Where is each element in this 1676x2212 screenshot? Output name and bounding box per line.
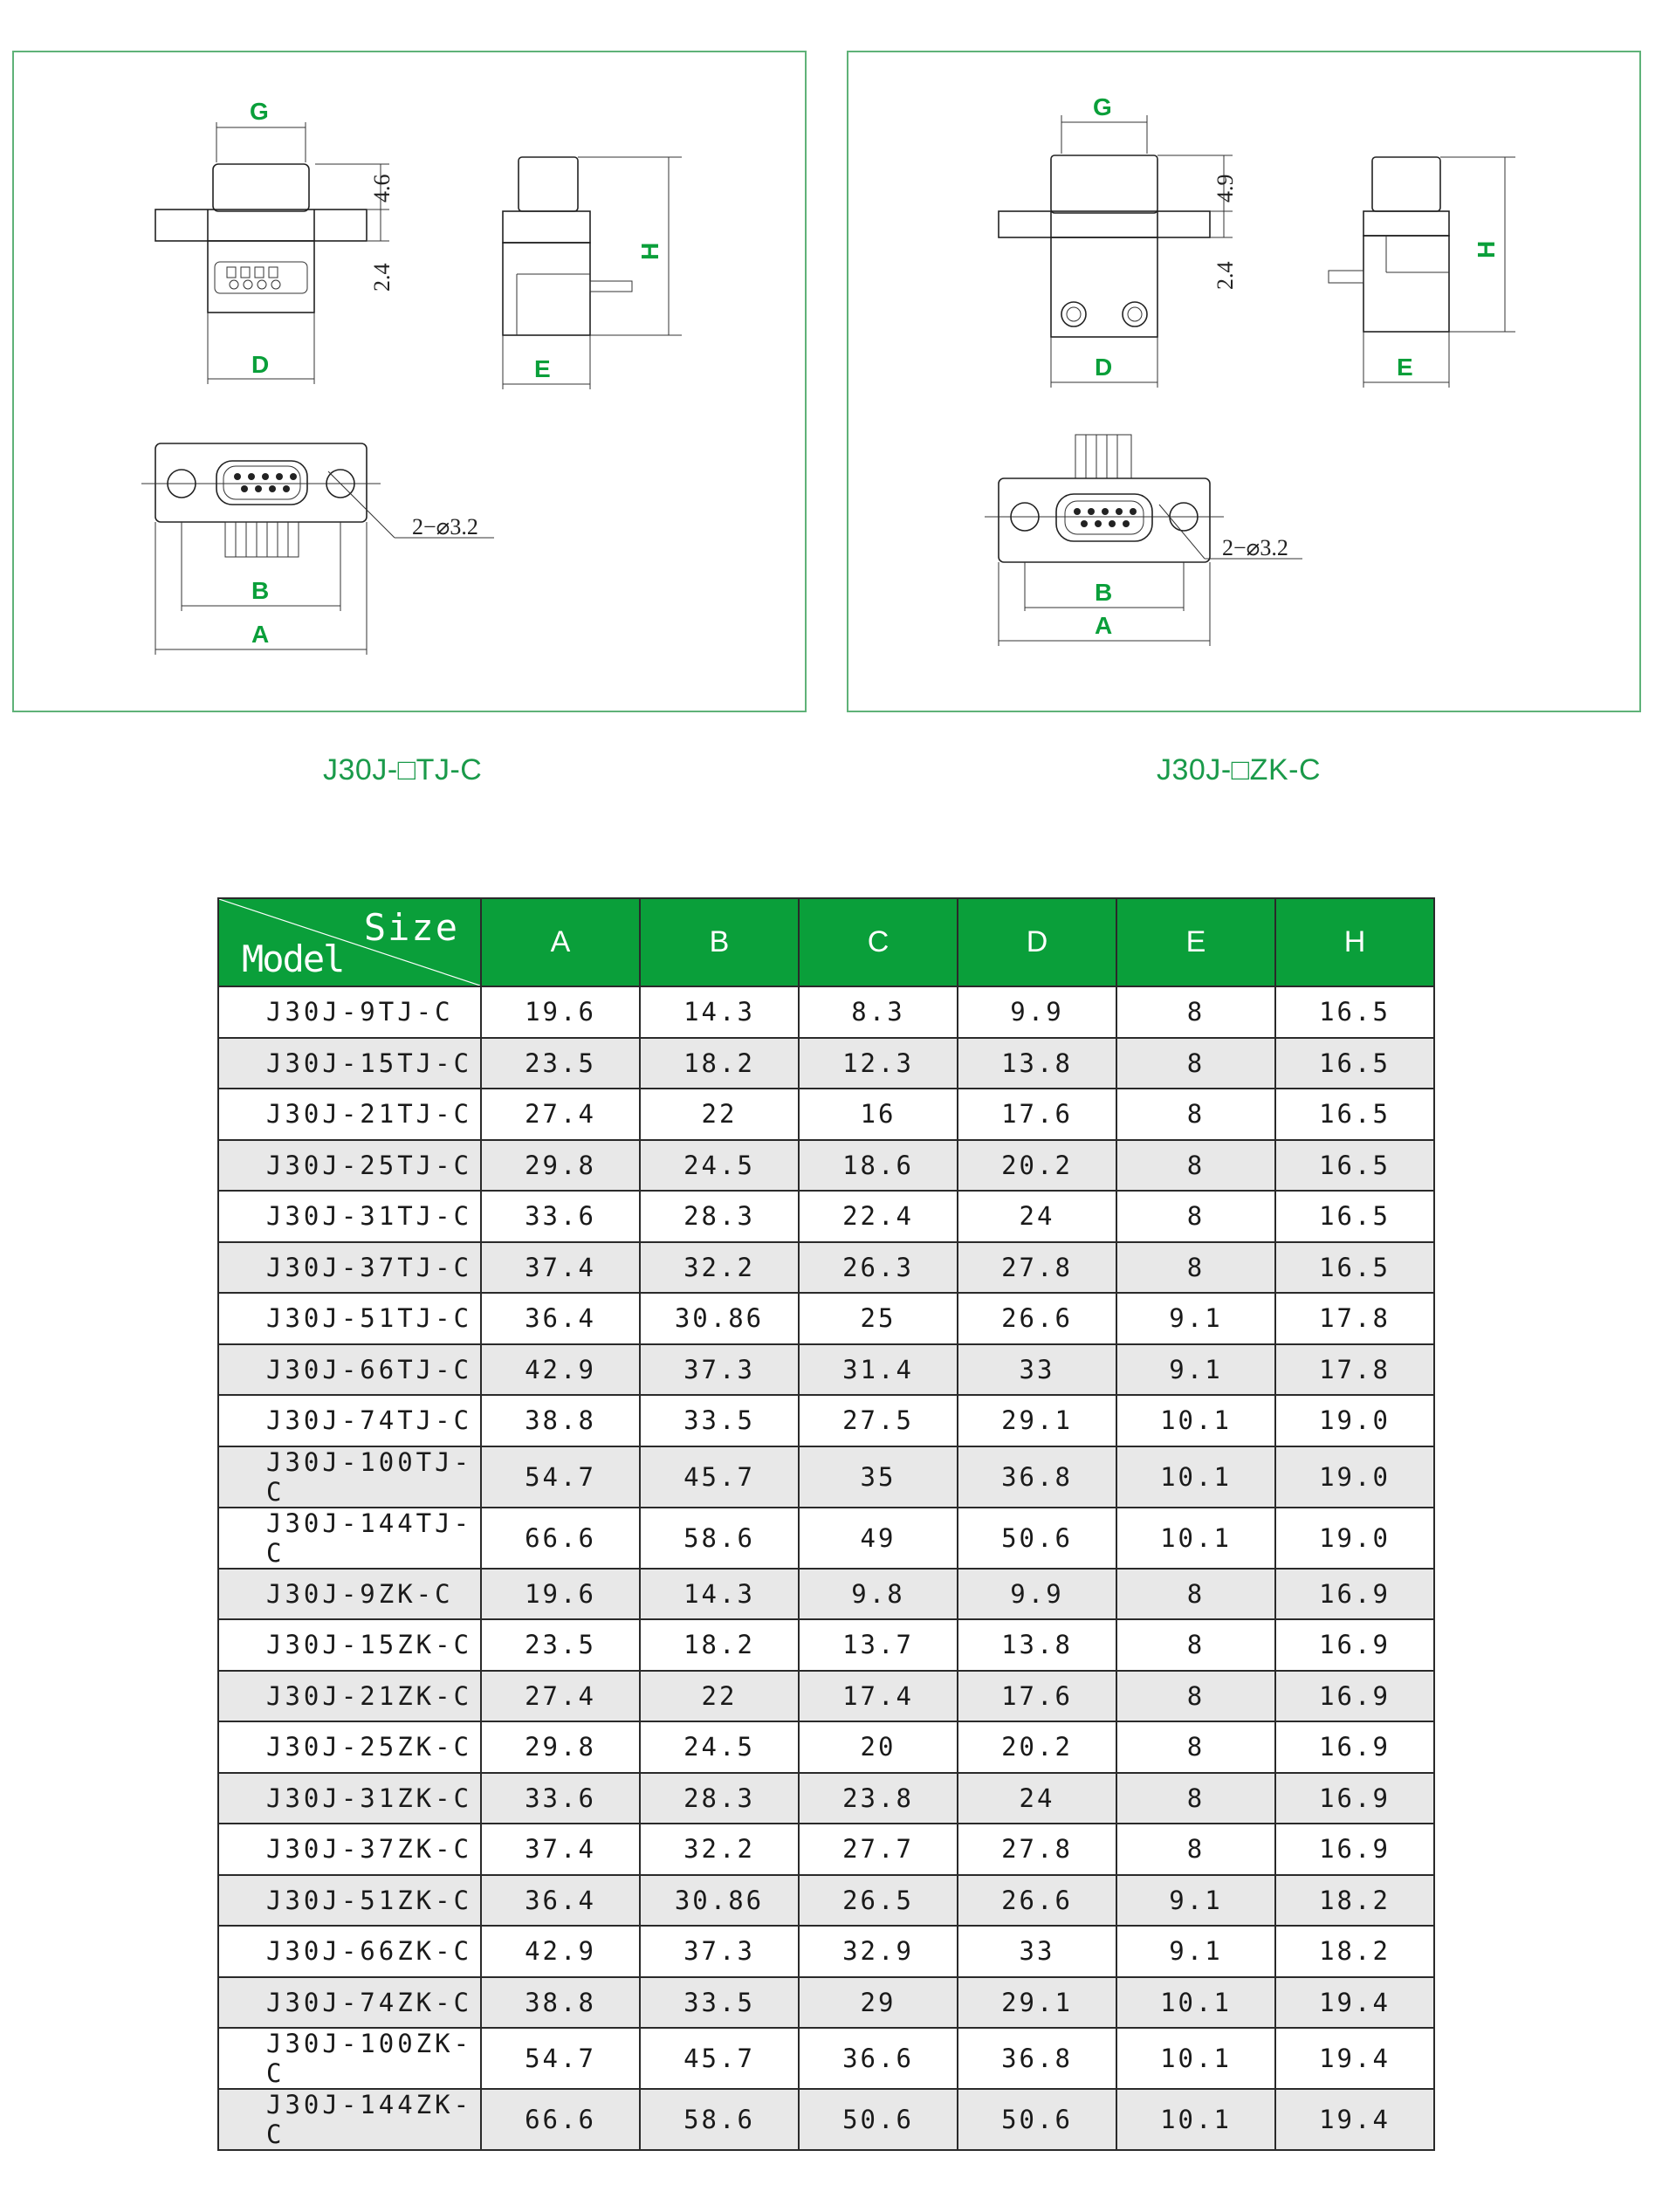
cell-c: 16 — [799, 1089, 958, 1140]
caption-tj: J30J-□TJ-C — [323, 753, 483, 787]
tj-dim-flange: 2.4 — [369, 263, 395, 292]
table-row — [218, 1395, 1434, 1446]
table-row — [218, 1140, 1434, 1192]
table-row — [218, 1926, 1434, 1977]
cell-c: 23.8 — [799, 1773, 958, 1824]
cell-a: 37.4 — [481, 1824, 640, 1875]
column-header-e: E — [1116, 898, 1275, 986]
table-row — [218, 1446, 1434, 1508]
cell-model: J30J-15ZK-C — [218, 1619, 481, 1671]
table-row — [218, 2089, 1434, 2150]
table-row — [218, 1721, 1434, 1773]
cell-d: 29.1 — [958, 1395, 1116, 1446]
cell-b: 32.2 — [640, 1824, 799, 1875]
cell-d: 36.8 — [958, 2028, 1116, 2089]
table-row — [218, 1344, 1434, 1396]
cell-model: J30J-15TJ-C — [218, 1038, 481, 1089]
zk-dim-flange: 2.4 — [1212, 261, 1238, 290]
cell-d: 33 — [958, 1344, 1116, 1396]
cell-h: 16.5 — [1275, 1038, 1434, 1089]
table-row — [218, 2028, 1434, 2089]
cell-a: 27.4 — [481, 1089, 640, 1140]
cell-d: 24 — [958, 1773, 1116, 1824]
cell-d: 36.8 — [958, 1446, 1116, 1508]
cell-model: J30J-100TJ-C — [218, 1446, 481, 1508]
zk-front-view — [999, 93, 1238, 388]
tj-label-h: H — [636, 242, 663, 260]
cell-c: 25 — [799, 1293, 958, 1344]
cell-h: 16.5 — [1275, 1089, 1434, 1140]
tj-label-a: A — [251, 621, 270, 648]
cell-model: J30J-51TJ-C — [218, 1293, 481, 1344]
cell-h: 18.2 — [1275, 1875, 1434, 1927]
cell-c: 26.5 — [799, 1875, 958, 1927]
cell-b: 24.5 — [640, 1140, 799, 1192]
zk-label-e: E — [1397, 354, 1413, 381]
cell-b: 33.5 — [640, 1977, 799, 2029]
tj-technical-drawing — [14, 52, 805, 711]
zk-side-view — [1329, 157, 1515, 388]
cell-h: 16.5 — [1275, 1140, 1434, 1192]
drawing-panel-zk — [847, 51, 1641, 712]
cell-model: J30J-51ZK-C — [218, 1875, 481, 1927]
cell-c: 9.8 — [799, 1569, 958, 1620]
cell-d: 9.9 — [958, 986, 1116, 1038]
cell-d: 33 — [958, 1926, 1116, 1977]
cell-b: 28.3 — [640, 1191, 799, 1242]
cell-h: 16.9 — [1275, 1569, 1434, 1620]
cell-e: 8 — [1116, 1038, 1275, 1089]
cell-e: 8 — [1116, 1824, 1275, 1875]
cell-b: 45.7 — [640, 2028, 799, 2089]
cell-c: 29 — [799, 1977, 958, 2029]
table-header-row — [218, 898, 1434, 986]
cell-h: 19.4 — [1275, 1977, 1434, 2029]
cell-h: 19.0 — [1275, 1446, 1434, 1508]
cell-b: 18.2 — [640, 1038, 799, 1089]
cell-model: J30J-25TJ-C — [218, 1140, 481, 1192]
cell-e: 8 — [1116, 986, 1275, 1038]
cell-h: 16.9 — [1275, 1824, 1434, 1875]
cell-a: 37.4 — [481, 1242, 640, 1294]
cell-h: 17.8 — [1275, 1344, 1434, 1396]
tj-label-b: B — [251, 577, 270, 604]
cell-e: 8 — [1116, 1089, 1275, 1140]
cell-model: J30J-144ZK-C — [218, 2089, 481, 2150]
cell-model: J30J-74ZK-C — [218, 1977, 481, 2029]
cell-a: 23.5 — [481, 1038, 640, 1089]
tj-label-e: E — [534, 355, 551, 382]
cell-e: 8 — [1116, 1773, 1275, 1824]
cell-e: 8 — [1116, 1140, 1275, 1192]
cell-b: 30.86 — [640, 1293, 799, 1344]
table-row — [218, 1824, 1434, 1875]
header-corner-cell — [218, 898, 481, 986]
cell-b: 24.5 — [640, 1721, 799, 1773]
cell-c: 31.4 — [799, 1344, 958, 1396]
table-row — [218, 1508, 1434, 1569]
cell-d: 26.6 — [958, 1875, 1116, 1927]
cell-c: 13.7 — [799, 1619, 958, 1671]
zk-label-d: D — [1095, 354, 1113, 381]
tj-bottom-view — [141, 443, 494, 655]
dimension-table — [217, 897, 1435, 2151]
cell-h: 19.4 — [1275, 2089, 1434, 2150]
cell-e: 10.1 — [1116, 1508, 1275, 1569]
cell-e: 8 — [1116, 1569, 1275, 1620]
cell-model: J30J-144TJ-C — [218, 1508, 481, 1569]
cell-a: 36.4 — [481, 1875, 640, 1927]
table-body — [218, 986, 1434, 2150]
cell-c: 36.6 — [799, 2028, 958, 2089]
table-row — [218, 1038, 1434, 1089]
cell-b: 18.2 — [640, 1619, 799, 1671]
table-row — [218, 1875, 1434, 1927]
cell-e: 9.1 — [1116, 1875, 1275, 1927]
zk-label-b: B — [1095, 579, 1113, 606]
cell-a: 29.8 — [481, 1140, 640, 1192]
column-header-c: C — [799, 898, 958, 986]
table-row — [218, 1089, 1434, 1140]
drawing-panel-tj — [12, 51, 807, 712]
cell-model: J30J-21ZK-C — [218, 1671, 481, 1722]
column-header-b: B — [640, 898, 799, 986]
cell-d: 20.2 — [958, 1140, 1116, 1192]
cell-h: 18.2 — [1275, 1926, 1434, 1977]
cell-c: 8.3 — [799, 986, 958, 1038]
table-row — [218, 1569, 1434, 1620]
cell-b: 22 — [640, 1089, 799, 1140]
cell-a: 19.6 — [481, 986, 640, 1038]
cell-d: 17.6 — [958, 1089, 1116, 1140]
cell-c: 17.4 — [799, 1671, 958, 1722]
cell-b: 28.3 — [640, 1773, 799, 1824]
cell-b: 58.6 — [640, 1508, 799, 1569]
cell-model: J30J-31TJ-C — [218, 1191, 481, 1242]
cell-a: 38.8 — [481, 1977, 640, 2029]
cell-d: 24 — [958, 1191, 1116, 1242]
tj-label-g: G — [250, 98, 269, 125]
cell-e: 10.1 — [1116, 1977, 1275, 2029]
tj-label-d: D — [251, 351, 270, 378]
cell-e: 8 — [1116, 1619, 1275, 1671]
cell-model: J30J-66ZK-C — [218, 1926, 481, 1977]
cell-h: 16.9 — [1275, 1773, 1434, 1824]
cell-h: 16.5 — [1275, 1242, 1434, 1294]
cell-d: 17.6 — [958, 1671, 1116, 1722]
cell-model: J30J-100ZK-C — [218, 2028, 481, 2089]
cell-b: 14.3 — [640, 1569, 799, 1620]
cell-a: 19.6 — [481, 1569, 640, 1620]
zk-label-h: H — [1473, 240, 1500, 258]
cell-a: 36.4 — [481, 1293, 640, 1344]
cell-b: 37.3 — [640, 1926, 799, 1977]
cell-e: 10.1 — [1116, 1446, 1275, 1508]
column-header-d: D — [958, 898, 1116, 986]
cell-a: 42.9 — [481, 1344, 640, 1396]
column-header-h: H — [1275, 898, 1434, 986]
cell-model: J30J-21TJ-C — [218, 1089, 481, 1140]
cell-model: J30J-25ZK-C — [218, 1721, 481, 1773]
cell-e: 10.1 — [1116, 2089, 1275, 2150]
cell-h: 16.5 — [1275, 986, 1434, 1038]
cell-c: 27.5 — [799, 1395, 958, 1446]
table-row — [218, 1191, 1434, 1242]
cell-h: 17.8 — [1275, 1293, 1434, 1344]
cell-h: 16.9 — [1275, 1721, 1434, 1773]
cell-d: 13.8 — [958, 1038, 1116, 1089]
cell-c: 20 — [799, 1721, 958, 1773]
cell-model: J30J-9TJ-C — [218, 986, 481, 1038]
cell-a: 42.9 — [481, 1926, 640, 1977]
caption-zk: J30J-□ZK-C — [1157, 753, 1321, 787]
cell-e: 9.1 — [1116, 1344, 1275, 1396]
cell-e: 8 — [1116, 1721, 1275, 1773]
cell-a: 54.7 — [481, 1446, 640, 1508]
cell-d: 9.9 — [958, 1569, 1116, 1620]
cell-d: 20.2 — [958, 1721, 1116, 1773]
cell-c: 18.6 — [799, 1140, 958, 1192]
cell-b: 58.6 — [640, 2089, 799, 2150]
cell-b: 32.2 — [640, 1242, 799, 1294]
cell-c: 26.3 — [799, 1242, 958, 1294]
cell-b: 33.5 — [640, 1395, 799, 1446]
cell-a: 23.5 — [481, 1619, 640, 1671]
cell-d: 29.1 — [958, 1977, 1116, 2029]
table-row — [218, 1619, 1434, 1671]
zk-technical-drawing — [848, 52, 1639, 711]
table-row — [218, 1242, 1434, 1294]
cell-b: 37.3 — [640, 1344, 799, 1396]
tj-side-view — [503, 157, 682, 389]
table-row — [218, 1293, 1434, 1344]
cell-d: 27.8 — [958, 1242, 1116, 1294]
cell-e: 10.1 — [1116, 1395, 1275, 1446]
tj-dim-top: 4.6 — [369, 174, 395, 203]
cell-c: 22.4 — [799, 1191, 958, 1242]
cell-h: 16.9 — [1275, 1619, 1434, 1671]
cell-h: 19.0 — [1275, 1395, 1434, 1446]
cell-e: 9.1 — [1116, 1926, 1275, 1977]
zk-dim-holes: 2−⌀3.2 — [1222, 535, 1288, 560]
cell-a: 33.6 — [481, 1773, 640, 1824]
cell-d: 13.8 — [958, 1619, 1116, 1671]
zk-label-a: A — [1095, 612, 1113, 639]
cell-b: 30.86 — [640, 1875, 799, 1927]
corner-size-label: Size — [363, 906, 459, 949]
cell-e: 8 — [1116, 1242, 1275, 1294]
cell-a: 27.4 — [481, 1671, 640, 1722]
zk-dim-top: 4.9 — [1212, 174, 1238, 203]
cell-e: 8 — [1116, 1191, 1275, 1242]
cell-e: 10.1 — [1116, 2028, 1275, 2089]
cell-model: J30J-31ZK-C — [218, 1773, 481, 1824]
cell-h: 16.9 — [1275, 1671, 1434, 1722]
cell-h: 19.4 — [1275, 2028, 1434, 2089]
table-row — [218, 1671, 1434, 1722]
cell-d: 27.8 — [958, 1824, 1116, 1875]
zk-bottom-view — [985, 435, 1302, 646]
cell-c: 49 — [799, 1508, 958, 1569]
cell-d: 50.6 — [958, 2089, 1116, 2150]
tj-front-view — [155, 98, 395, 384]
cell-c: 35 — [799, 1446, 958, 1508]
cell-c: 50.6 — [799, 2089, 958, 2150]
cell-a: 66.6 — [481, 2089, 640, 2150]
table-row — [218, 1977, 1434, 2029]
cell-model: J30J-66TJ-C — [218, 1344, 481, 1396]
cell-a: 54.7 — [481, 2028, 640, 2089]
cell-e: 9.1 — [1116, 1293, 1275, 1344]
cell-b: 22 — [640, 1671, 799, 1722]
cell-e: 8 — [1116, 1671, 1275, 1722]
cell-model: J30J-37TJ-C — [218, 1242, 481, 1294]
cell-model: J30J-74TJ-C — [218, 1395, 481, 1446]
cell-b: 45.7 — [640, 1446, 799, 1508]
cell-h: 19.0 — [1275, 1508, 1434, 1569]
cell-model: J30J-37ZK-C — [218, 1824, 481, 1875]
tj-dim-holes: 2−⌀3.2 — [412, 514, 478, 539]
corner-model-label: Model — [242, 938, 344, 980]
cell-model: J30J-9ZK-C — [218, 1569, 481, 1620]
cell-a: 33.6 — [481, 1191, 640, 1242]
cell-c: 27.7 — [799, 1824, 958, 1875]
zk-label-g: G — [1093, 93, 1112, 120]
table-row — [218, 986, 1434, 1038]
cell-a: 29.8 — [481, 1721, 640, 1773]
cell-h: 16.5 — [1275, 1191, 1434, 1242]
cell-c: 32.9 — [799, 1926, 958, 1977]
cell-a: 38.8 — [481, 1395, 640, 1446]
cell-a: 66.6 — [481, 1508, 640, 1569]
cell-b: 14.3 — [640, 986, 799, 1038]
table-row — [218, 1773, 1434, 1824]
cell-d: 26.6 — [958, 1293, 1116, 1344]
cell-c: 12.3 — [799, 1038, 958, 1089]
column-header-a: A — [481, 898, 640, 986]
cell-d: 50.6 — [958, 1508, 1116, 1569]
